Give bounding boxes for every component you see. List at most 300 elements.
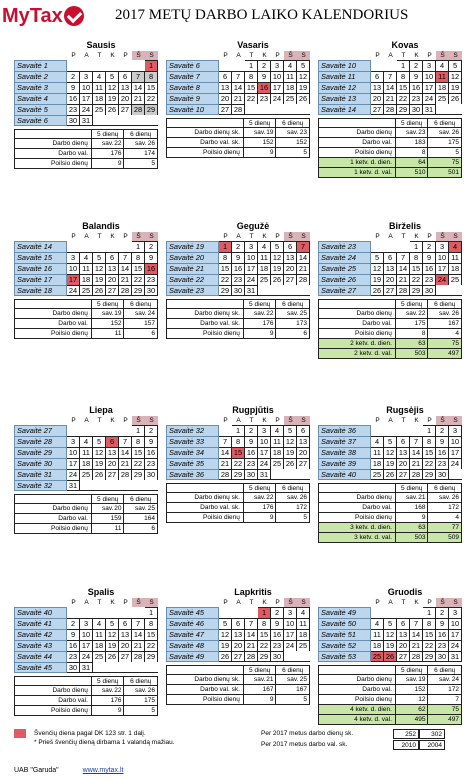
weekday-header (318, 51, 462, 60)
stats-value-6: 26 (451, 310, 460, 317)
day-cell: 21 (132, 640, 145, 651)
weekday-label: K (414, 417, 419, 424)
day-cell: 19 (93, 274, 106, 285)
totals-row (261, 739, 445, 750)
stats-label: 4 ketv. d. val. (319, 715, 396, 724)
week-row (14, 607, 158, 618)
day-cell: 6 (119, 71, 132, 82)
day-cell: 25 (258, 274, 271, 285)
week-label: Savaitė 11 (318, 71, 371, 82)
stats-label: 2 ketv. d. dien. (319, 339, 396, 348)
day-cell: 19 (297, 82, 310, 93)
totals-value-6: 302 (419, 729, 445, 739)
stats-value-5: 176 (92, 149, 125, 158)
day-cell: 3 (80, 618, 93, 629)
empty-cell (119, 241, 132, 252)
week-row (318, 607, 462, 618)
day-cell: 31 (67, 480, 80, 491)
week-row (318, 241, 462, 252)
stats-value-6: 7 (455, 696, 460, 703)
stats-header-5: 5 dienų sav. (244, 666, 277, 674)
weekday-label: S (449, 232, 462, 241)
week-label: Savaitė 45 (166, 607, 219, 618)
week-row (14, 618, 158, 629)
weekday-label: P (427, 599, 432, 606)
stats-value-6: 5 (455, 149, 460, 156)
day-cell: 12 (384, 447, 397, 458)
week-row (14, 662, 158, 673)
stats-label: Poilsio dienų (167, 148, 244, 157)
day-cell: 5 (449, 60, 462, 71)
day-cell: 29 (132, 285, 145, 296)
legend-holiday-text: Švenčių diena pagal DK 123 str. 1 dalį. (34, 729, 146, 737)
empty-cell (219, 607, 232, 618)
empty-cell (93, 115, 106, 126)
day-cell: 19 (384, 458, 397, 469)
weekday-label: K (262, 52, 267, 59)
website-link[interactable]: www.mytax.lt (82, 767, 124, 774)
empty-cell (271, 104, 284, 115)
day-cell: 10 (284, 618, 297, 629)
day-cell: 17 (436, 263, 449, 274)
day-cell: 8 (410, 252, 423, 263)
empty-cell (219, 425, 232, 436)
day-cell: 23 (423, 274, 436, 285)
stats-value-6: 172 (296, 504, 308, 511)
stats-value-6: 157 (144, 320, 156, 327)
day-cell: 20 (106, 458, 119, 469)
empty-cell (397, 241, 410, 252)
stats-value-5: 8 (396, 148, 429, 157)
stats-value-6: 501 (448, 169, 460, 176)
empty-cell (258, 285, 271, 296)
totals-row (261, 728, 445, 739)
day-cell: 26 (106, 104, 119, 115)
day-cell: 21 (397, 274, 410, 285)
weekday-label: T (249, 52, 254, 59)
day-cell: 29 (423, 469, 436, 480)
day-cell: 20 (397, 640, 410, 651)
stats-value-6: 6 (151, 525, 156, 532)
week-row (318, 447, 462, 458)
totals-label: Per 2017 metus darbo dienų sk. (261, 730, 354, 737)
stats-label: Darbo val. (319, 319, 396, 328)
day-cell: 21 (119, 458, 132, 469)
empty-cell (80, 480, 93, 491)
day-cell: 19 (219, 640, 232, 651)
weekday-label: T (97, 52, 102, 59)
stats-row (14, 706, 158, 716)
week-label: Savaitė 34 (166, 447, 219, 458)
stats-label: Darbo val. sk. (167, 319, 244, 328)
day-cell: 27 (384, 285, 397, 296)
day-cell: 11 (93, 629, 106, 640)
stats-header-6: 6 dienų sav. (434, 120, 456, 136)
day-cell: 1 (397, 60, 410, 71)
day-cell: 9 (436, 618, 449, 629)
day-cell: 22 (423, 640, 436, 651)
week-row (14, 104, 158, 115)
day-cell: 4 (371, 436, 384, 447)
month-name: Rugpjūtis (232, 405, 274, 415)
weekday-label: S (145, 51, 158, 60)
day-cell: 2 (232, 241, 245, 252)
stats-row (14, 319, 158, 329)
stats-row (166, 309, 310, 319)
stats-header-6: 6 dienų sav. (130, 131, 152, 147)
day-cell: 6 (284, 241, 297, 252)
empty-cell (284, 285, 297, 296)
day-cell: 14 (245, 629, 258, 640)
week-row (166, 252, 310, 263)
week-row (318, 274, 462, 285)
day-cell: 3 (271, 60, 284, 71)
day-cell: 8 (219, 252, 232, 263)
empty-cell (132, 607, 145, 618)
day-cell: 27 (297, 458, 310, 469)
stats-value-5: 152 (396, 685, 429, 694)
day-cell: 4 (271, 425, 284, 436)
week-label: Savaitė 52 (318, 640, 371, 651)
stats-value-5: 183 (396, 138, 429, 147)
stats-value-5: 11 (92, 329, 125, 338)
week-row (318, 93, 462, 104)
day-cell: 24 (271, 93, 284, 104)
day-cell: 18 (93, 93, 106, 104)
day-cell: 27 (284, 274, 297, 285)
empty-cell (384, 425, 397, 436)
day-cell: 10 (67, 447, 80, 458)
day-cell: 26 (384, 651, 397, 662)
month-stats (318, 665, 462, 725)
stats-value-6: 75 (451, 340, 460, 347)
weekday-label: Š (284, 598, 297, 607)
empty-cell (106, 425, 119, 436)
day-cell: 18 (371, 640, 384, 651)
week-row (318, 651, 462, 662)
stats-label: Darbo dienų (319, 493, 396, 502)
weekday-label: Š (436, 598, 449, 607)
empty-cell (93, 60, 106, 71)
week-label: Savaitė 24 (318, 252, 371, 263)
weekday-label: K (110, 417, 115, 424)
stats-row (166, 675, 310, 685)
week-row (318, 104, 462, 115)
empty-cell (132, 60, 145, 71)
day-cell: 20 (119, 93, 132, 104)
day-cell: 11 (80, 447, 93, 458)
day-cell: 29 (258, 651, 271, 662)
week-row (318, 469, 462, 480)
week-row (166, 640, 310, 651)
empty-cell (384, 241, 397, 252)
day-cell: 30 (145, 469, 158, 480)
day-cell: 24 (80, 651, 93, 662)
day-cell: 9 (410, 71, 423, 82)
day-cell: 14 (132, 82, 145, 93)
day-cell: 25 (271, 458, 284, 469)
day-cell: 17 (449, 629, 462, 640)
day-cell: 12 (384, 629, 397, 640)
empty-cell (219, 60, 232, 71)
stats-row (318, 715, 462, 725)
week-label: Savaitė 7 (166, 71, 219, 82)
day-cell: 23 (145, 274, 158, 285)
weekday-label: K (414, 233, 419, 240)
stats-value-6: 5 (151, 160, 156, 167)
day-cell: 11 (371, 629, 384, 640)
week-label: Savaitė 29 (14, 447, 67, 458)
week-row (166, 607, 310, 618)
day-cell: 21 (232, 93, 245, 104)
day-cell: 31 (80, 115, 93, 126)
day-cell: 14 (410, 629, 423, 640)
day-cell: 20 (371, 93, 384, 104)
empty-cell (258, 104, 271, 115)
empty-cell (119, 662, 132, 673)
day-cell: 12 (297, 71, 310, 82)
stats-value-6: 26 (451, 129, 460, 136)
stats-row (318, 148, 462, 158)
week-row (14, 274, 158, 285)
empty-cell (93, 662, 106, 673)
day-cell: 10 (449, 618, 462, 629)
day-cell: 29 (219, 285, 232, 296)
week-row (318, 60, 462, 71)
day-cell: 19 (371, 274, 384, 285)
day-cell: 12 (219, 629, 232, 640)
week-row (14, 252, 158, 263)
day-cell: 14 (119, 447, 132, 458)
day-cell: 6 (397, 436, 410, 447)
day-cell: 14 (410, 447, 423, 458)
week-label: Savaitė 18 (14, 285, 67, 296)
empty-cell (271, 285, 284, 296)
stats-value-5: 19 (396, 675, 429, 684)
day-cell: 13 (371, 82, 384, 93)
day-cell: 30 (410, 104, 423, 115)
day-cell: 23 (271, 640, 284, 651)
month-spalis (14, 587, 158, 716)
stats-value-5: 22 (92, 139, 125, 148)
day-cell: 30 (67, 662, 80, 673)
day-cell: 22 (423, 458, 436, 469)
weekday-label: S (145, 598, 158, 607)
week-label: Savaitė 47 (166, 629, 219, 640)
day-cell: 20 (106, 274, 119, 285)
day-cell: 25 (80, 285, 93, 296)
day-cell: 31 (258, 469, 271, 480)
empty-cell (371, 60, 384, 71)
day-cell: 25 (297, 640, 310, 651)
week-row (318, 71, 462, 82)
day-cell: 10 (80, 629, 93, 640)
week-label: Savaitė 40 (14, 607, 67, 618)
day-cell: 18 (93, 640, 106, 651)
day-cell: 5 (297, 60, 310, 71)
stats-row (318, 523, 462, 533)
stats-label: Poilsio dienų (15, 329, 92, 338)
day-cell: 26 (284, 458, 297, 469)
day-cell: 4 (284, 60, 297, 71)
empty-cell (93, 607, 106, 618)
day-cell: 17 (284, 629, 297, 640)
day-cell: 7 (119, 436, 132, 447)
month-stats (166, 118, 310, 158)
stats-value-5: 176 (92, 696, 125, 705)
day-cell: 19 (106, 640, 119, 651)
stats-row (14, 514, 158, 524)
weekday-label: K (110, 233, 115, 240)
month-stats (166, 299, 310, 339)
weekday-label: A (84, 233, 89, 240)
day-cell: 28 (397, 285, 410, 296)
weekday-label: Š (436, 51, 449, 60)
weekday-label: T (97, 599, 102, 606)
day-cell: 24 (436, 274, 449, 285)
weekday-label: A (388, 599, 393, 606)
stats-header-5: 5 dienų sav. (396, 484, 429, 492)
day-cell: 24 (80, 104, 93, 115)
day-cell: 26 (384, 469, 397, 480)
week-label: Savaitė 35 (166, 458, 219, 469)
stats-label: Darbo dienų sk. (167, 493, 244, 502)
day-cell: 3 (67, 252, 80, 263)
stats-row (318, 685, 462, 695)
empty-cell (80, 60, 93, 71)
empty-cell (106, 607, 119, 618)
stats-row (166, 128, 310, 138)
weekday-label: Š (132, 232, 145, 241)
day-cell: 27 (371, 104, 384, 115)
empty-cell (297, 651, 310, 662)
stats-header-6: 6 dienų sav. (130, 301, 152, 317)
week-label: Savaitė 15 (14, 252, 67, 263)
weekday-label: P (123, 52, 128, 59)
day-cell: 31 (423, 104, 436, 115)
day-cell: 28 (132, 104, 145, 115)
empty-cell (297, 104, 310, 115)
day-cell: 21 (384, 93, 397, 104)
day-cell: 4 (297, 607, 310, 618)
totals-value-5: 252 (393, 729, 419, 739)
page-title: 2017 METŲ DARBO LAIKO KALENDORIUS (115, 7, 409, 23)
day-cell: 26 (219, 651, 232, 662)
stats-row (318, 695, 462, 705)
day-cell: 14 (297, 252, 310, 263)
stats-value-5: 20 (92, 504, 125, 513)
week-label: Savaitė 10 (318, 60, 371, 71)
day-cell: 4 (258, 241, 271, 252)
week-row (166, 425, 310, 436)
week-label: Savaitė 8 (166, 82, 219, 93)
weekday-label: K (414, 52, 419, 59)
stats-value-5: 21 (396, 493, 429, 502)
week-label: Savaitė 3 (14, 82, 67, 93)
stats-row (166, 319, 310, 329)
day-cell: 8 (423, 436, 436, 447)
week-row (166, 274, 310, 285)
day-cell: 26 (93, 469, 106, 480)
totals-label: Per 2017 metus darbo val. sk. (261, 741, 348, 748)
stats-value-5: 19 (92, 309, 125, 318)
day-cell: 14 (132, 629, 145, 640)
stats-header-5: 5 dienų sav. (244, 484, 277, 492)
stats-value-5: 510 (396, 168, 429, 177)
stats-label: Darbo val. sk. (167, 685, 244, 694)
day-cell: 7 (397, 252, 410, 263)
stats-label: Darbo dienų (15, 504, 92, 513)
stats-label: Darbo dienų sk. (167, 128, 244, 137)
weekday-header (166, 232, 310, 241)
empty-cell (119, 115, 132, 126)
stats-header-6: 6 dienų sav. (434, 301, 456, 317)
month-stats (14, 494, 158, 534)
weekday-label: K (414, 599, 419, 606)
day-cell: 3 (80, 71, 93, 82)
day-cell: 13 (119, 82, 132, 93)
day-cell: 28 (245, 651, 258, 662)
day-cell: 23 (145, 458, 158, 469)
week-row (166, 436, 310, 447)
mytax-logo[interactable] (2, 3, 84, 29)
legend-note: * Prieš švenčių dieną dirbama 1 valandą mažiau. (34, 739, 175, 746)
weekday-label: K (110, 52, 115, 59)
stats-value-6: 4 (455, 330, 460, 337)
day-cell: 22 (219, 274, 232, 285)
day-cell: 31 (245, 285, 258, 296)
empty-cell (397, 425, 410, 436)
weekday-label: T (97, 233, 102, 240)
month-name: Rugsėjis (386, 405, 424, 415)
stats-label: Poilsio dienų (319, 695, 396, 704)
stats-row (14, 159, 158, 169)
stats-value-6: 26 (147, 687, 156, 694)
stats-label: Darbo dienų (319, 128, 396, 137)
stats-row (166, 493, 310, 503)
week-label: Savaitė 44 (14, 651, 67, 662)
day-cell: 30 (436, 469, 449, 480)
stats-label: Poilsio dienų (319, 329, 396, 338)
week-label: Savaitė 53 (318, 651, 371, 662)
stats-header-6: 6 dienų sav. (434, 667, 456, 683)
week-label: Savaitė 17 (14, 274, 67, 285)
stats-value-6: 26 (299, 494, 308, 501)
day-cell: 8 (132, 252, 145, 263)
weekday-label: T (401, 52, 406, 59)
day-cell: 1 (145, 60, 158, 71)
stats-label: Darbo dienų (319, 309, 396, 318)
day-cell: 7 (232, 71, 245, 82)
stats-row (318, 533, 462, 543)
empty-cell (384, 607, 397, 618)
week-row (166, 71, 310, 82)
weekday-header (14, 416, 158, 425)
day-cell: 6 (397, 618, 410, 629)
stats-value-6: 6 (151, 330, 156, 337)
empty-cell (436, 104, 449, 115)
empty-cell (371, 425, 384, 436)
day-cell: 25 (80, 469, 93, 480)
stats-row (318, 339, 462, 349)
day-cell: 5 (93, 436, 106, 447)
week-row (14, 93, 158, 104)
day-cell: 18 (258, 263, 271, 274)
stats-value-5: 9 (396, 513, 429, 522)
day-cell: 22 (245, 93, 258, 104)
day-cell: 15 (410, 263, 423, 274)
day-cell: 16 (436, 447, 449, 458)
